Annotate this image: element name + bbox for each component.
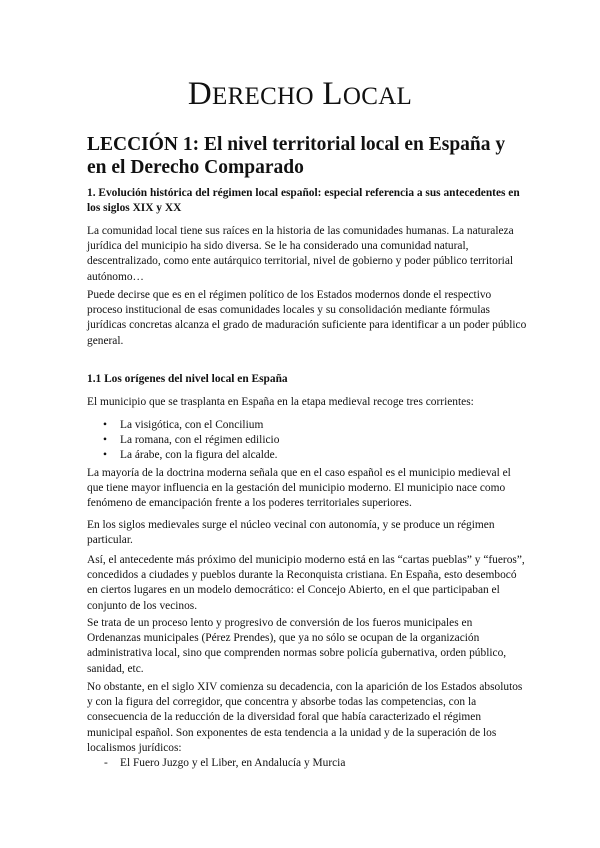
section-1-1-heading: 1.1 Los orígenes del nivel local en España: [87, 373, 288, 385]
paragraph-1: La comunidad local tiene sus raíces en la historia de las comunidades humanas. La naturaleza jurídica del municipio ha sido diversa. Se le ha considerado una comunidad natural, descentralizado, como ente autárquico territorial, nivel de gobierno y poder público territorial autónomo…: [87, 225, 514, 283]
dash-list: [87, 756, 527, 771]
bullet-item: • La árabe, con la figura del alcalde.: [87, 448, 527, 463]
title-rest-erecho: ERECHO: [212, 83, 314, 110]
bullet-list: [87, 418, 527, 464]
paragraph-3: El municipio que se trasplanta en España en la etapa medieval recoge tres corrientes:: [87, 396, 474, 408]
title-initial-l: L: [322, 76, 343, 112]
title-initial-d: D: [187, 76, 213, 112]
bullet-item: • La romana, con el régimen edilicio: [87, 433, 527, 448]
section-1-heading: 1. Evolución histórica del régimen local español: especial referencia a sus antecedentes en los siglos XIX y XX: [87, 187, 520, 214]
paragraph-4: La mayoría de la doctrina moderna señala que en el caso español es el municipio medieval el que tiene mayor influencia en la gestación del municipio moderno. El municipio nace como fenómeno de emancipación frente a los poderes territoriales superiores.: [87, 467, 511, 510]
paragraph-7: Se trata de un proceso lento y progresivo de conversión de los fueros municipales en Ordenanzas municipales (Pérez Prendes), que ya no sólo se ocupan de la organización administrativa local, sino que comprenden normas sobre policía gubernativa, orden público, sanidad, etc.: [87, 617, 507, 675]
paragraph-2: Puede decirse que es en el régimen político de los Estados modernos donde el respectivo proceso institucional de esas comunidades locales y su consolidación mediante fórmulas jurídicas concretas alcanza el grado de maduración suficiente para identificar a un poder público general.: [87, 289, 527, 347]
paragraph-6: Así, el antecedente más próximo del municipio moderno está en las “cartas pueblas” y “fueros”, concedidos a ciudades y pueblos durante la Reconquista cristiana. En España, esto desembocó en ciertos lugares en un modelo democrático: el Concejo Abierto, en el que participaban el conjunto de los vecinos.: [87, 554, 525, 612]
title-rest-ocal: OCAL: [342, 83, 413, 110]
paragraph-5: En los siglos medievales surge el núcleo vecinal con autonomía, y se produce un régimen particular.: [87, 519, 495, 547]
lesson-title: LECCIÓN 1: El nivel territorial local en España y en el Derecho Comparado: [87, 134, 506, 178]
dash-item: - El Fuero Juzgo y el Liber, en Andalucía y Murcia: [87, 756, 527, 771]
bullet-item: • La visigótica, con el Concilium: [87, 418, 527, 433]
document-title: [0, 74, 600, 117]
paragraph-8: No obstante, en el siglo XIV comienza su decadencia, con la aparición de los Estados absolutos y con la figura del corregidor, que concentra y absorbe todas las competencias, con la consecuencia de la reducción de la diversidad foral que había caracterizado el régimen municipal español. Son exponentes de esta tendencia a la unidad y de la superación de los localismos jurídicos:: [87, 681, 523, 754]
